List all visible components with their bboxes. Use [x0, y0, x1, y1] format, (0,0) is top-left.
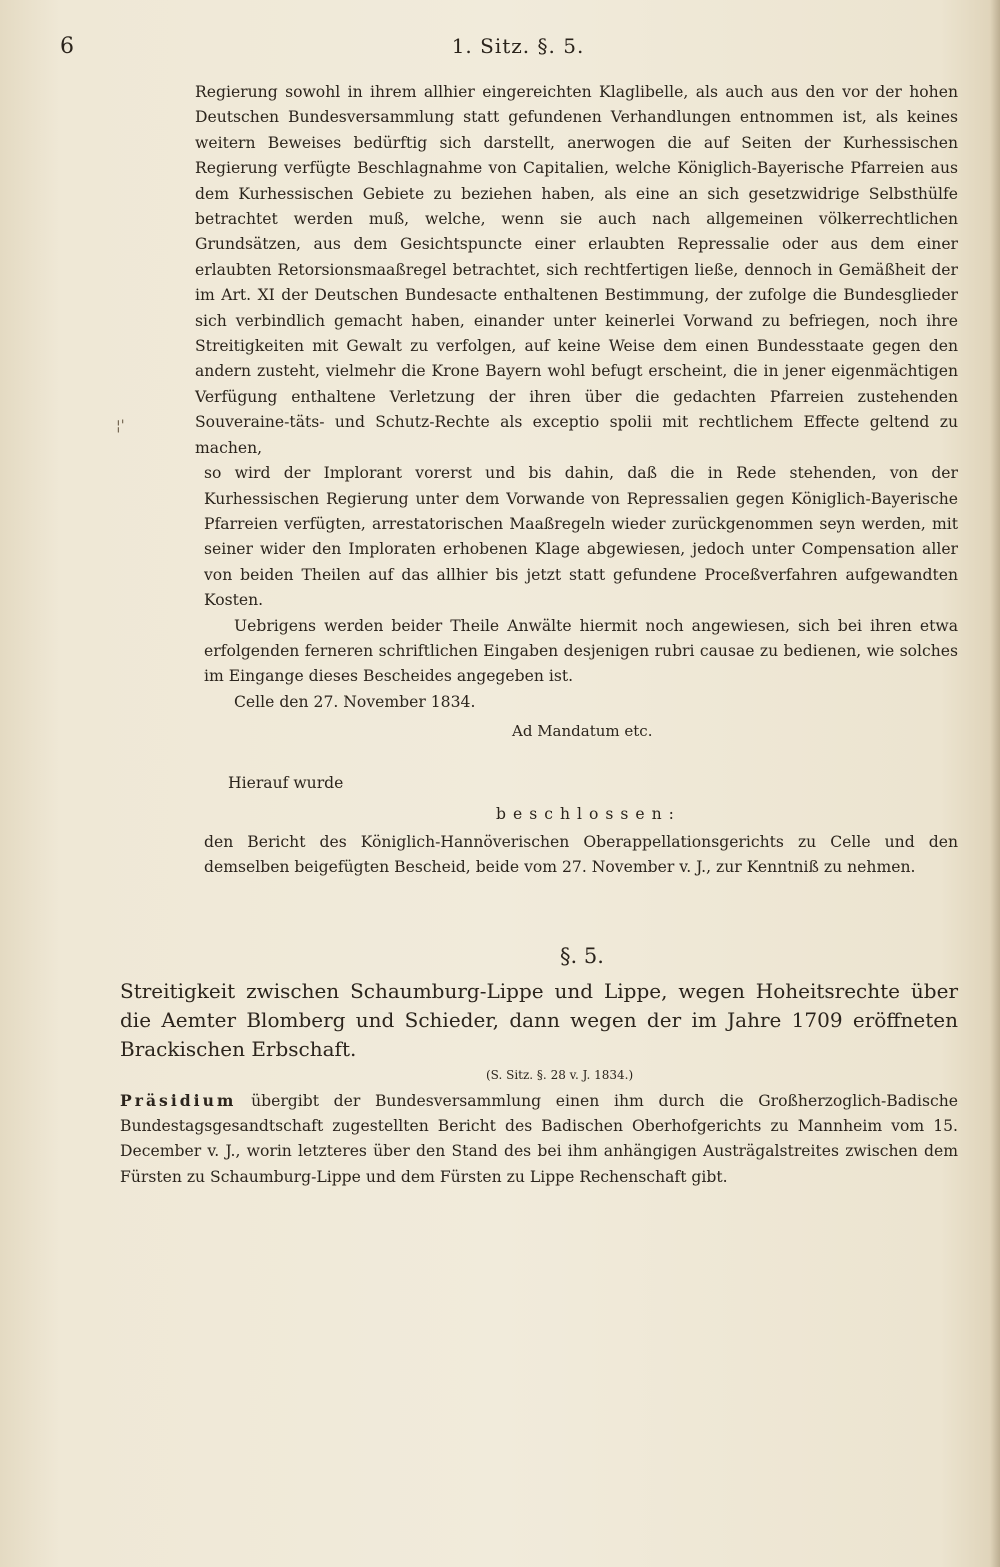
section-lead-word: Präsidium [120, 1090, 237, 1110]
section-body-text: übergibt der Bundesversammlung einen ihm durch die Großherzoglich-Badische Bundestagsgesandtschaft zugestellten Bericht des Badischen Oberhofgerichts zu Mannheim vom 15. December v. J., worin letzteres über den Stand des bei ihm anhängigen Austrägalstreites zwischen dem Fürsten zu Schaumburg-Lippe und dem Fürsten zu Lippe Rechenschaft gibt. [120, 1091, 958, 1186]
resolution-intro: Hierauf wurde [228, 773, 344, 792]
running-head: 1. Sitz. §. 5. [451, 34, 585, 58]
page-number: 6 [60, 34, 74, 59]
margin-mark: ¦' [116, 418, 125, 434]
section-body [120, 1088, 958, 1191]
section-cross-reference: (S. Sitz. §. 28 v. J. 1834.) [486, 1067, 634, 1082]
remarks-paragraph: Uebrigens werden beider Theile Anwälte hiermit noch angewiesen, sich bei ihren etwa erfolgenden ferneren schriftlichen Eingaben desjenigen rubri causae zu bedienen, wie solches im Eingange dieses Bescheides angegeben ist. [204, 616, 958, 686]
judgment-paragraph: so wird der Implorant vorerst und bis dahin, daß die in Rede stehenden, von der Kurhessischen Regierung unter dem Vorwande von Repressalien gegen Königlich-Bayerische Pfarreien verfügten, arrestatorischen Maaßregeln wieder zurückgenommen seyn werden, mit seiner wider den Imploraten erhobenen Klage abgewiesen, jedoch unter Compensation aller von beiden Theilen auf das allhier bis jetzt statt gefundene Proceßverfahren aufgewandten Kosten. [204, 464, 958, 610]
resolution-text: den Bericht des Königlich-Hannöverischen Oberappellationsgerichts zu Celle und den demselben beigefügten Bescheid, beide vom 27. November v. J., zur Kenntniß zu nehmen. [204, 832, 958, 877]
section-title: Streitigkeit zwischen Schaumburg-Lippe und Lippe, wegen Hoheitsrechte über die Aemter Blomberg und Schieder, dann wegen der im Jahre 1709 eröffneten Brackischen Erbschaft. [120, 978, 958, 1061]
place-date: Celle den 27. November 1834. [234, 692, 476, 711]
ad-mandatum: Ad Mandatum etc. [512, 721, 653, 740]
page-edge-shadow [990, 0, 1000, 1567]
page-header [60, 34, 976, 76]
quoted-paragraph: Regierung sowohl in ihrem allhier eingereichten Klaglibelle, als auch aus den vor der hohen Deutschen Bundesversammlung statt gefundenen Verhandlungen entnommen ist, als keines weitern Beweises bedürftig sich darstellt, anerwogen die auf Seiten der Kurhessischen Regierung verfügte Beschlagnahme von Capitalien, welche Königlich-Bayerische Pfarreien aus dem Kurhessischen Gebiete zu beziehen haben, als eine an sich gesetzwidrige Selbsthülfe betrachtet werden muß, welche, wenn sie auch nach allgemeinen völkerrechtlichen Grundsätzen, aus dem Gesichtspuncte einer erlaubten Repressalie oder aus dem einer erlaubten Retorsionsmaaßregel betrachtet, sich rechtfertigen ließe, dennoch in Gemäßheit der im Art. XI der Deutschen Bundesacte enthaltenen Bestimmung, der zufolge die Bundesglieder sich verbindlich gemacht haben, einander unter keinerlei Vorwand zu befriegen, noch ihre Streitigkeiten mit Gewalt zu verfolgen, auf keine Weise dem einen Bundesstaate gegen den andern zusteht, vielmehr die Krone Bayern wohl befugt erscheint, die in jener eigenmächtigen Verfügung enthaltene Verletzung der ihren über die gedachten Pfarreien zustehenden Souveraine-täts- und Schutz-Rechte als exceptio spolii mit rechtlichem Effecte geltend zu machen, [195, 83, 958, 457]
section-mark: §. 5. [560, 943, 604, 968]
resolution-keyword: beschlossen: [496, 804, 681, 823]
